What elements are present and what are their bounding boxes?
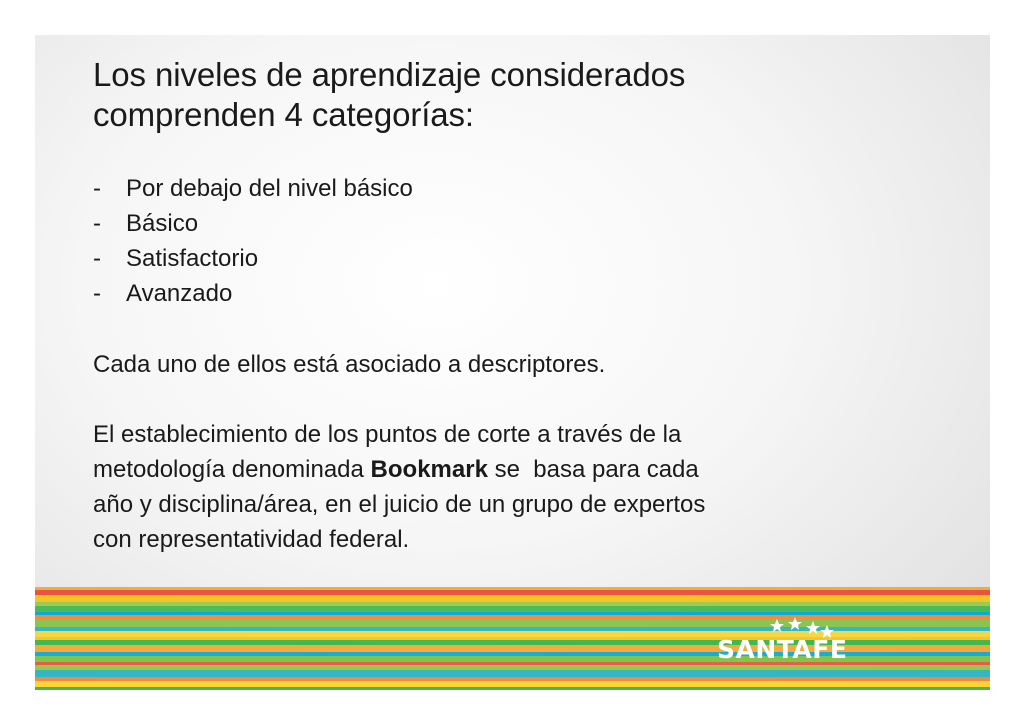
list-item-label: Básico <box>126 210 199 237</box>
paragraph-line-1: El establecimiento de los puntos de corte a través de la <box>93 421 682 448</box>
decorative-stripe <box>35 670 990 677</box>
paragraph-line-2-start: metodología denominada <box>93 456 371 483</box>
decorative-stripe <box>35 687 990 690</box>
santafe-logo <box>717 617 857 665</box>
slide-content <box>93 55 953 557</box>
paragraph-line-2-end: se basa para cada <box>487 456 699 483</box>
list-item <box>93 206 953 241</box>
list-marker: - <box>93 245 101 272</box>
paragraph-line-4: con representatividad federal. <box>93 526 410 553</box>
list-marker: - <box>93 210 101 237</box>
descriptor-paragraph: Cada uno de ellos está asociado a descriptores. <box>93 351 606 378</box>
title-line-1: Los niveles de aprendizaje considerados <box>93 56 686 93</box>
logo-wordmark: SANTAFE <box>717 635 848 664</box>
paragraph-line-3: año y disciplina/área, en el juicio de un grupo de expertos <box>93 491 706 518</box>
list-item-label: Por debajo del nivel básico <box>126 175 413 202</box>
title-line-2: comprenden 4 categorías: <box>93 96 474 133</box>
list-marker: - <box>93 280 101 307</box>
list-item-label: Satisfactorio <box>126 245 259 272</box>
list-marker: - <box>93 175 101 202</box>
bookmark-paragraph <box>93 417 953 557</box>
paragraph-line-2 <box>93 452 953 487</box>
decorative-stripe <box>35 595 990 602</box>
list-item <box>93 241 953 276</box>
list-item <box>93 276 953 311</box>
bookmark-term: Bookmark <box>370 456 488 483</box>
slide-title <box>93 55 953 135</box>
category-list <box>93 171 953 311</box>
slide-canvas <box>35 35 990 690</box>
list-item-label: Avanzado <box>126 280 233 307</box>
list-item <box>93 171 953 206</box>
